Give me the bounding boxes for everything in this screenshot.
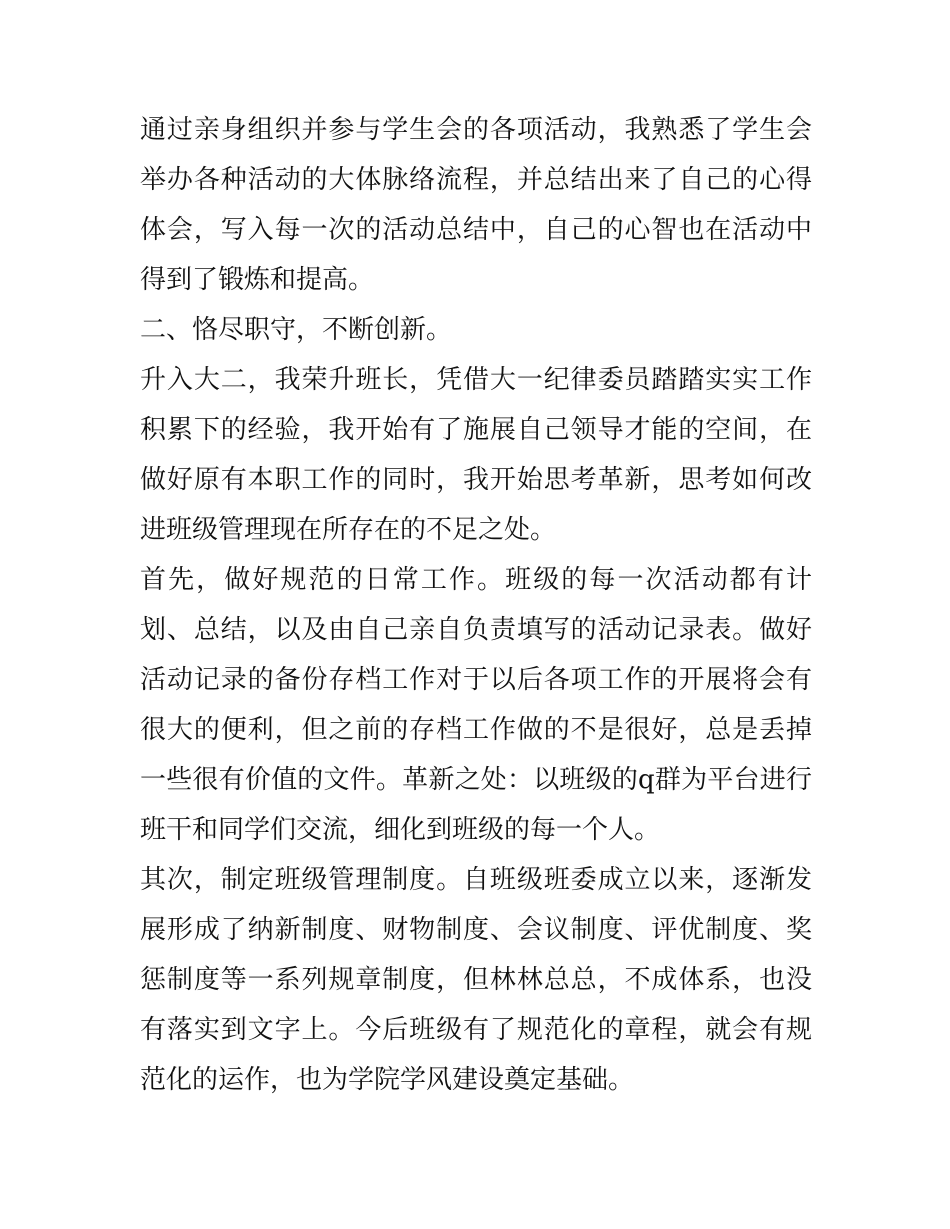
section-heading-duty-innovation: 二、恪尽职守，不断创新。	[140, 315, 453, 345]
paragraph-management-system: 其次，制定班级管理制度。自班级班委成立以来，逐渐发展形成了纳新制度、财物制度、会议制度、评优制度、奖惩制度等一系列规章制度，但林林总总，不成体系，也没有落实到文字上。今后班级有了规范化的章程，就会有规范化的运作，也为学院学风建设奠定基础。	[140, 865, 812, 1095]
paragraph-daily-work: 首先，做好规范的日常工作。班级的每一次活动都有计划、总结，以及由自己亲自负责填写的活动记录表。做好活动记录的备份存档工作对于以后各项工作的开展将会有很大的便利，但之前的存档工作做的不是很好，总是丢掉一些很有价值的文件。革新之处：以班级的q群为平台进行班干和同学们交流，细化到班级的每一个人。	[140, 565, 812, 845]
document-body	[140, 105, 812, 1105]
paragraph-class-monitor: 升入大二，我荣升班长，凭借大一纪律委员踏踏实实工作积累下的经验，我开始有了施展自己领导才能的空间，在做好原有本职工作的同时，我开始思考革新，思考如何改进班级管理现在所存在的不足之处。	[140, 365, 812, 545]
paragraph-activities-summary: 通过亲身组织并参与学生会的各项活动，我熟悉了学生会举办各种活动的大体脉络流程，并总结出来了自己的心得体会，写入每一次的活动总结中，自己的心智也在活动中得到了锻炼和提高。	[140, 115, 812, 295]
